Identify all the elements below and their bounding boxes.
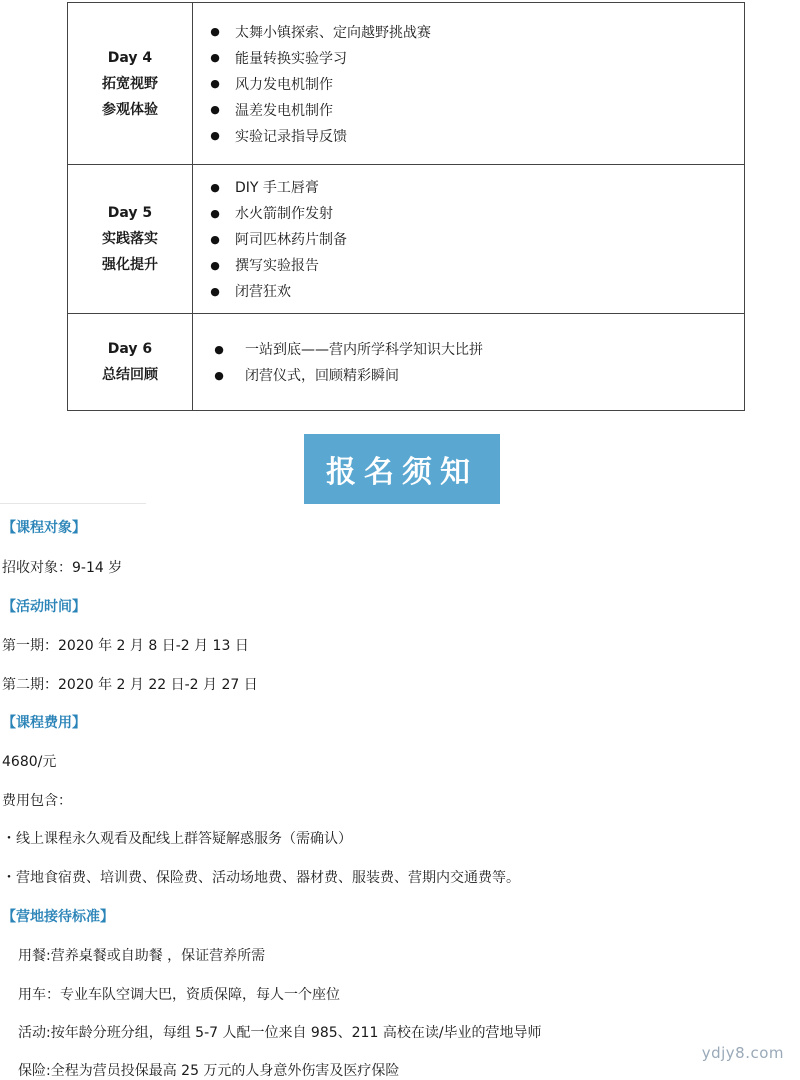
- fee-price: 4680/元: [2, 754, 57, 770]
- schedule-row-day4: [68, 3, 745, 165]
- bullet-icon: ●: [210, 206, 220, 220]
- list-item: ● 能量转换实验学习: [203, 45, 744, 71]
- day-cell: [68, 165, 193, 314]
- day-cell: [68, 314, 193, 411]
- section-heading-time: 【活动时间】: [2, 599, 86, 615]
- bullet-icon: ●: [210, 232, 220, 246]
- fee-includes-label: 费用包含：: [2, 793, 72, 809]
- list-item: ● 闭营狂欢: [203, 278, 744, 304]
- list-item: ● 一站到底——营内所学科学知识大比拼: [207, 336, 744, 362]
- divider: [0, 503, 146, 504]
- bullet-icon: ●: [210, 77, 220, 90]
- list-item: ● 温差发电机制作: [203, 97, 744, 123]
- activities-cell: [193, 314, 745, 411]
- day-theme-line: 强化提升: [102, 257, 158, 273]
- list-item: ● 阿司匹林药片制备: [203, 226, 744, 252]
- day-theme-line: 总结回顾: [102, 367, 158, 383]
- schedule-row-day5: [68, 165, 745, 314]
- fee-item: ・营地食宿费、培训费、保险费、活动场地费、器材费、服装费、营期内交通费等。: [2, 870, 520, 886]
- section-heading-standard: 【营地接待标准】: [2, 909, 114, 925]
- day-label: Day 5: [107, 205, 153, 221]
- day-label: Day 6: [107, 341, 153, 357]
- bullet-icon: ●: [214, 368, 224, 382]
- bullet-icon: ●: [214, 342, 224, 356]
- registration-banner: 报名须知: [304, 434, 500, 504]
- list-item: ● 水火箭制作发射: [203, 200, 744, 226]
- standard-insurance: 保险:全程为营员投保最高 25 万元的人身意外伤害及医疗保险: [18, 1063, 400, 1079]
- standard-car: 用车：专业车队空调大巴，资质保障，每人一个座位: [18, 987, 340, 1003]
- bullet-icon: ●: [210, 129, 220, 142]
- time-period-2: 第二期：2020 年 2 月 22 日-2 月 27 日: [2, 677, 258, 693]
- day-label: Day 4: [107, 49, 153, 66]
- activities-cell: [193, 165, 745, 314]
- bullet-icon: ●: [210, 284, 220, 298]
- list-item: ● 实验记录指导反馈: [203, 123, 744, 149]
- day-theme-line: 拓宽视野: [102, 75, 158, 92]
- schedule-table: [67, 2, 745, 411]
- bullet-icon: ●: [210, 180, 220, 194]
- bullet-icon: ●: [210, 51, 220, 64]
- standard-activity: 活动:按年龄分班分组，每组 5-7 人配一位来自 985、211 高校在读/毕业的营地导师: [18, 1025, 542, 1041]
- list-item: ● 闭营仪式，回顾精彩瞬间: [207, 362, 744, 388]
- time-period-1: 第一期：2020 年 2 月 8 日-2 月 13 日: [2, 638, 249, 654]
- list-item: ● 风力发电机制作: [203, 71, 744, 97]
- day-theme-line: 参观体验: [102, 101, 158, 118]
- day-cell: [68, 3, 193, 165]
- schedule-row-day6: [68, 314, 745, 411]
- watermark: ydjy8.com: [701, 1044, 784, 1062]
- bullet-icon: ●: [210, 25, 220, 38]
- list-item: ● DIY 手工唇膏: [203, 174, 744, 200]
- bullet-icon: ●: [210, 258, 220, 272]
- target-text: 招收对象：9-14 岁: [2, 560, 123, 576]
- standard-meal: 用餐:营养桌餐或自助餐 ，保证营养所需: [18, 948, 266, 964]
- section-heading-target: 【课程对象】: [2, 520, 86, 536]
- activities-cell: [193, 3, 745, 165]
- section-heading-fee: 【课程费用】: [2, 715, 86, 731]
- bullet-icon: ●: [210, 103, 220, 116]
- fee-item: ・线上课程永久观看及配线上群答疑解惑服务（需确认）: [2, 831, 352, 847]
- day-theme-line: 实践落实: [102, 231, 158, 247]
- list-item: ● 太舞小镇探索、定向越野挑战赛: [203, 19, 744, 45]
- list-item: ● 撰写实验报告: [203, 252, 744, 278]
